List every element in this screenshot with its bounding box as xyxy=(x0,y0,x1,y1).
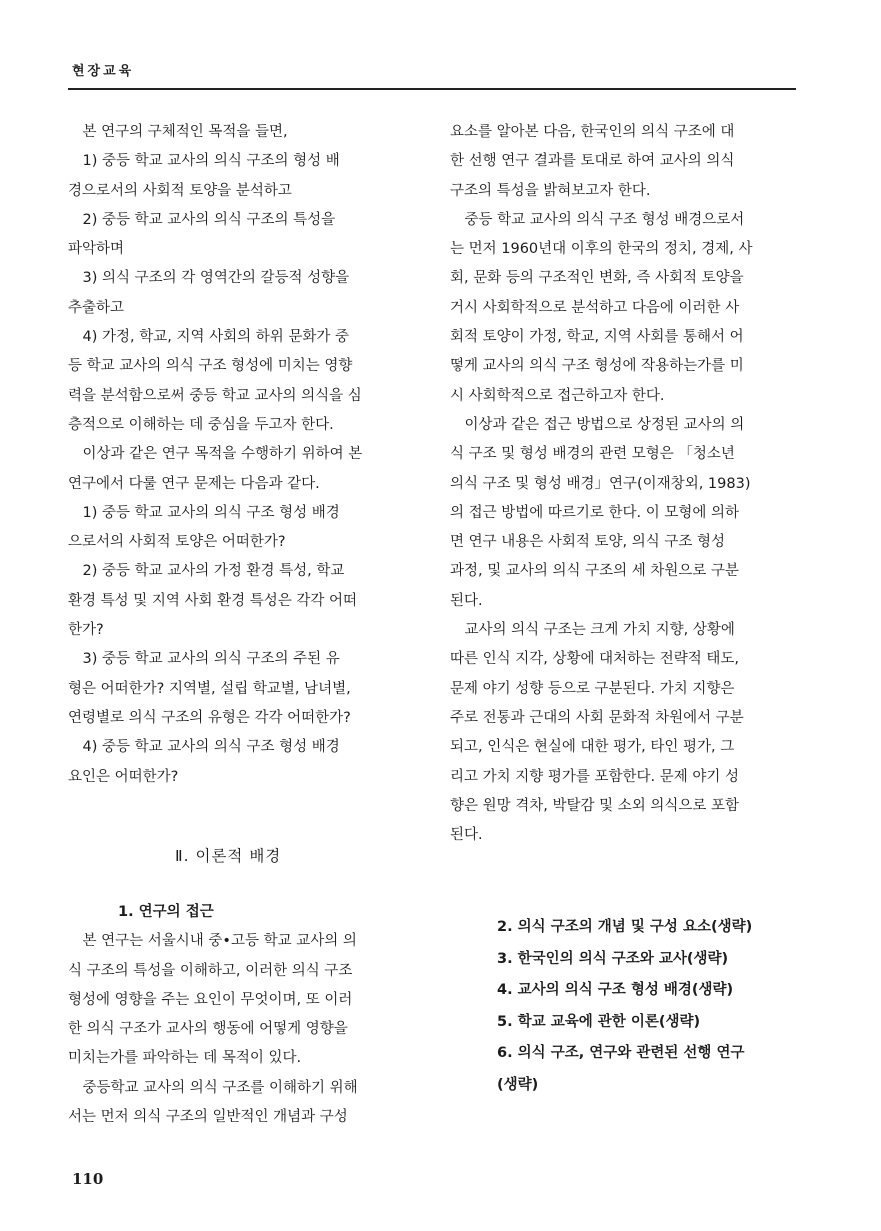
text-line: 회적 토양이 가정, 학교, 지역 사회를 통해서 어 xyxy=(450,329,744,346)
text-line: 4. 교사의 의식 구조 형성 배경(생략) xyxy=(497,982,734,998)
text-line: 형성에 영향을 주는 요인이 무엇이며, 또 이러 xyxy=(68,991,353,1008)
text-line: 2. 의식 구조의 개념 및 구성 요소(생략) xyxy=(497,919,753,935)
text-line: 추출하고 xyxy=(68,299,125,316)
text-line: 식 구조 및 형성 배경의 관련 모형은 「청소년 xyxy=(450,446,735,463)
text-line: 2) 중등 학교 교사의 의식 구조의 특성을 xyxy=(68,211,336,228)
text-line: 력을 분석함으로써 중등 학교 교사의 의식을 심 xyxy=(68,387,362,404)
text-line: 식 구조의 특성을 이해하고, 이러한 의식 구조 xyxy=(68,962,353,979)
text-line: 향은 원망 격차, 박탈감 및 소외 의식으로 포함 xyxy=(450,797,739,814)
text-line: 요인은 어떠한가? xyxy=(68,768,179,785)
text-line: 으로서의 사회적 토양은 어떠한가? xyxy=(68,534,286,551)
text-line: 문제 야기 성향 등으로 구분된다. 가치 지향은 xyxy=(450,680,735,697)
text-line: 파악하며 xyxy=(68,241,125,258)
text-line: 3) 중등 학교 교사의 의식 구조의 주된 유 xyxy=(68,651,340,668)
text-line: 미치는가를 파악하는 데 목적이 있다. xyxy=(68,1050,302,1067)
text-line: 회, 문화 등의 구조적인 변화, 즉 사회적 토양을 xyxy=(450,270,744,287)
text-line: 5. 학교 교육에 관한 이론(생략) xyxy=(497,1013,701,1030)
text-line: 4) 가정, 학교, 지역 사회의 하위 문화가 중 xyxy=(68,329,349,346)
text-line: 층적으로 이해하는 데 중심을 두고자 한다. xyxy=(68,416,334,433)
header-rule xyxy=(68,88,796,90)
text-line: 본 연구는 서울시내 중•고등 학교 교사의 의 xyxy=(68,933,357,950)
text-line: 서는 먼저 의식 구조의 일반적인 개념과 구성 xyxy=(68,1109,348,1126)
text-line: 3) 의식 구조의 각 영역간의 갈등적 성향을 xyxy=(68,270,350,287)
text-line: 3. 한국인의 의식 구조와 교사(생략) xyxy=(497,950,729,967)
left-column-lower xyxy=(68,898,413,1132)
text-line: 는 먼저 1960년대 이후의 한국의 정치, 경제, 사 xyxy=(450,241,753,258)
text-line: 리고 가치 지향 평가를 포함한다. 문제 야기 성 xyxy=(450,768,739,785)
text-line: 면 연구 내용은 사회적 토양, 의식 구조 형성 xyxy=(450,534,725,551)
text-line: 연구에서 다룰 연구 문제는 다음과 같다. xyxy=(68,475,320,492)
text-line: 4) 중등 학교 교사의 의식 구조 형성 배경 xyxy=(68,739,340,756)
text-line: 과정, 및 교사의 의식 구조의 세 차원으로 구분 xyxy=(450,563,739,580)
text-line: 시 사회학적으로 접근하고자 한다. xyxy=(450,387,665,404)
text-line: 구조의 특성을 밝혀보고자 한다. xyxy=(450,182,651,199)
text-line: 의 접근 방법에 따르기로 한다. 이 모형에 의하 xyxy=(450,504,739,521)
page-number: 110 xyxy=(72,1170,104,1188)
text-line: 한 의식 구조가 교사의 행동에 어떻게 영향을 xyxy=(68,1021,348,1038)
text-line: 연령별로 의식 구조의 유형은 각각 어떠한가? xyxy=(68,709,351,726)
text-line: 된다. xyxy=(450,827,483,844)
section-heading: Ⅱ. 이론적 배경 xyxy=(175,847,282,865)
left-lower-body xyxy=(68,927,413,1132)
text-line: 등 학교 교사의 의식 구조 형성에 미치는 영향 xyxy=(68,358,353,375)
text-line: 거시 사회학적으로 분석하고 다음에 이러한 사 xyxy=(450,299,740,316)
right-column-upper xyxy=(450,118,800,850)
text-line: 경으로서의 사회적 토양을 분석하고 xyxy=(68,182,292,199)
text-line: 본 연구의 구체적인 목적을 들면, xyxy=(68,124,288,140)
text-line: 의식 구조 및 형성 배경」연구(이재창외, 1983) xyxy=(450,475,751,492)
text-line: 환경 특성 및 지역 사회 환경 특성은 각각 어떠 xyxy=(68,592,357,609)
text-line: 교사의 의식 구조는 크게 가치 지향, 상황에 xyxy=(450,622,735,639)
text-line: 형은 어떠한가? 지역별, 설립 학교별, 남녀별, xyxy=(68,680,351,697)
text-line: 요소를 알아본 다음, 한국인의 의식 구조에 대 xyxy=(450,124,735,140)
text-line: 따른 인식 지각, 상황에 대처하는 전략적 태도, xyxy=(450,651,739,668)
text-line: 중등 학교 교사의 의식 구조 형성 배경으로서 xyxy=(450,211,745,228)
text-line: 이상과 같은 접근 방법으로 상정된 교사의 의 xyxy=(450,416,745,433)
text-line: 떻게 교사의 의식 구조 형성에 작용하는가를 미 xyxy=(450,358,744,375)
text-line: 이상과 같은 연구 목적을 수행하기 위하여 본 xyxy=(68,446,363,463)
text-line: 중등학교 교사의 의식 구조를 이해하기 위해 xyxy=(68,1079,358,1096)
text-line: 한 선행 연구 결과를 토대로 하여 교사의 의식 xyxy=(450,153,735,170)
text-line: 주로 전통과 근대의 사회 문화적 차원에서 구분 xyxy=(450,709,744,726)
text-line: 한가? xyxy=(68,622,104,639)
right-column-lower-list xyxy=(497,912,807,1101)
text-line: 된다. xyxy=(450,592,483,609)
subsection-heading: 1. 연구의 접근 xyxy=(118,904,214,920)
text-line: 1) 중등 학교 교사의 의식 구조 형성 배경 xyxy=(68,504,340,521)
text-line: (생략) xyxy=(497,1076,539,1093)
left-column-upper xyxy=(68,118,413,792)
running-header: 현장교육 xyxy=(72,64,135,79)
text-line: 되고, 인식은 현실에 대한 평가, 타인 평가, 그 xyxy=(450,739,735,756)
text-line: 6. 의식 구조, 연구와 관련된 선행 연구 xyxy=(497,1045,745,1061)
text-line: 2) 중등 학교 교사의 가정 환경 특성, 학교 xyxy=(68,563,345,580)
text-line: 1) 중등 학교 교사의 의식 구조의 형성 배 xyxy=(68,153,340,170)
